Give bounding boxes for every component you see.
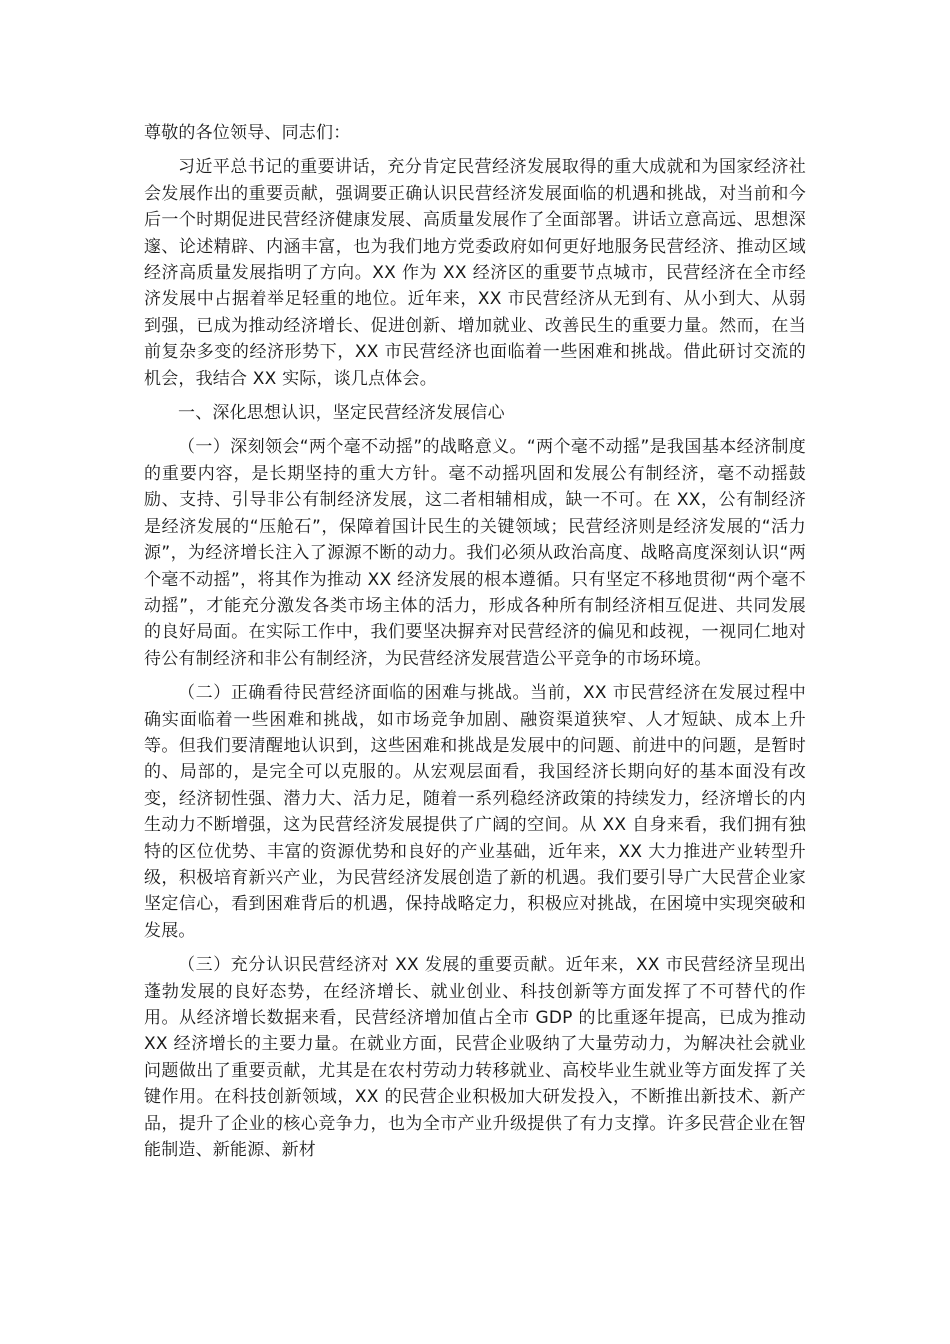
subsection-paragraph-3: （三）充分认识民营经济对 XX 发展的重要贡献。近年来，XX 市民营经济呈现出蓬勃发展的良好态势，在经济增长、就业创业、科技创新等方面发挥了不可替代的作用。从经济增长数据来看，民营经济增加值占全市 GDP 的比重逐年提高，已成为推动 XX 经济增长的主要力量。在就业方面，民营企业吸纳了大量劳动力，为解决社会就业问题做出了重要贡献，尤其是在农村劳动力转移就业、高校毕业生就业等方面发挥了关键作用。在科技创新领域，XX 的民营企业积极加大研发投入，不断推出新技术、新产品，提升了企业的核心竞争力，也为全市产业升级提供了有力支撑。许多民营企业在智能制造、新能源、新材: [144, 955, 806, 1161]
intro-paragraph: 习近平总书记的重要讲话，充分肯定民营经济发展取得的重大成就和为国家经济社会发展作出的重要贡献，强调要正确认识民营经济发展面临的机遇和挑战，对当前和今后一个时期促进民营经济健康发展、高质量发展作了全面部署。讲话立意高远、思想深邃、论述精辟、内涵丰富，也为我们地方党委政府如何更好地服务民营经济、推动区域经济高质量发展指明了方向。XX 作为 XX 经济区的重要节点城市，民营经济在全市经济发展中占据着举足轻重的地位。近年来，XX 市民营经济从无到有、从小到大、从弱到强，已成为推动经济增长、促进创新、增加就业、改善民生的重要力量。然而，在当前复杂多变的经济形势下，XX 市民营经济也面临着一些困难和挑战。借此研讨交流的机会，我结合 XX 实际，谈几点体会。: [144, 157, 806, 389]
subsection-paragraph-2: （二）正确看待民营经济面临的困难与挑战。当前，XX 市民营经济在发展过程中确实面临着一些困难和挑战，如市场竞争加剧、融资渠道狭窄、人才短缺、成本上升等。但我们要清醒地认识到，这些困难和挑战是发展中的问题、前进中的问题，是暂时的、局部的，是完全可以克服的。从宏观层面看，我国经济长期向好的基本面没有改变，经济韧性强、潜力大、活力足，随着一系列稳经济政策的持续发力，经济增长的内生动力不断增强，这为民营经济发展提供了广阔的空间。从 XX 自身来看，我们拥有独特的区位优势、丰富的资源优势和良好的产业基础，近年来，XX 大力推进产业转型升级，积极培育新兴产业，为民营经济发展创造了新的机遇。我们要引导广大民营企业家坚定信心，看到困难背后的机遇，保持战略定力，积极应对挑战，在困境中实现突破和发展。: [144, 683, 806, 941]
section-heading-1: 一、深化思想认识，坚定民营经济发展信心: [178, 403, 505, 424]
subsection-paragraph-1: （一）深刻领会“两个毫不动摇”的战略意义。“两个毫不动摇”是我国基本经济制度的重要内容，是长期坚持的重大方针。毫不动摇巩固和发展公有制经济，毫不动摇鼓励、支持、引导非公有制经济发展，这二者相辅相成，缺一不可。在 XX，公有制经济是经济发展的“压舱石”，保障着国计民生的关键领域；民营经济则是经济发展的“活力源”，为经济增长注入了源源不断的动力。我们必须从政治高度、战略高度深刻认识“两个毫不动摇”，将其作为推动 XX 经济发展的根本遵循。只有坚定不移地贯彻“两个毫不动摇”，才能充分激发各类市场主体的活力，形成各种所有制经济相互促进、共同发展的良好局面。在实际工作中，我们要坚决摒弃对民营经济的偏见和歧视，一视同仁地对待公有制经济和非公有制经济，为民营经济发展营造公平竞争的市场环境。: [144, 437, 806, 669]
document-body: [144, 120, 806, 1163]
salutation: 尊敬的各位领导、同志们：: [144, 123, 351, 143]
